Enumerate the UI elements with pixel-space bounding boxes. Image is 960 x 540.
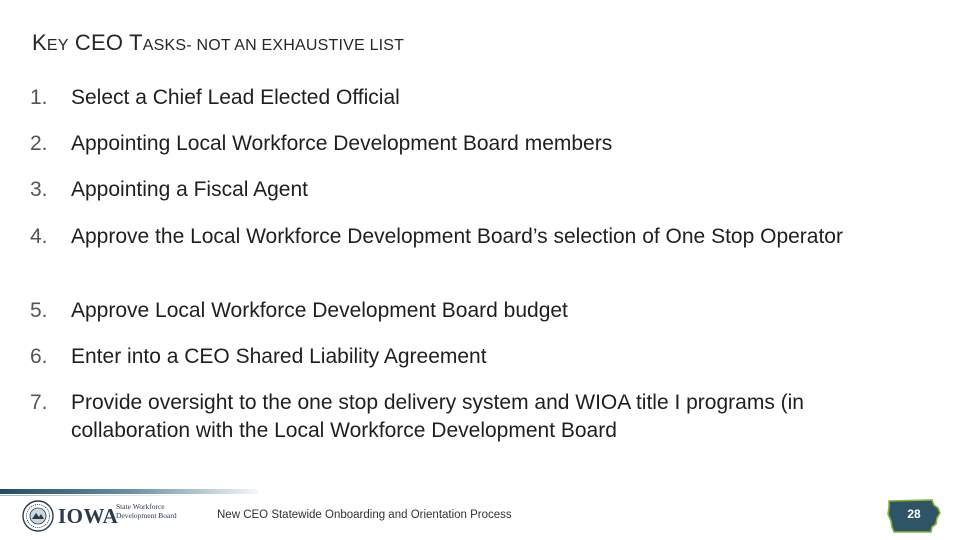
item-text: Provide oversight to the one stop delivery system and WIOA title I programs (in collaboration with the Local Workforce Development Board [71,391,804,442]
list-item [30,297,930,325]
list-item [30,389,930,445]
list-item [30,223,930,251]
item-text: Appointing Local Workforce Development Board members [71,132,613,155]
list-item [30,343,930,371]
footer-caption: New CEO Statewide Onboarding and Orientation Process [217,509,512,521]
item-number: 6. [30,345,48,368]
list-item [30,176,930,204]
title-k: K [32,30,47,55]
item-number: 1. [30,86,48,109]
item-number: 2. [30,132,48,155]
title-rest: ASKS- NOT AN EXHAUSTIVE LIST [142,37,405,54]
footer-accent-rule-thin [0,495,200,496]
title-ey: EY [46,37,69,54]
item-number: 7. [30,391,48,414]
page-number: 28 [907,507,921,521]
item-text: Approve Local Workforce Development Board budget [71,299,568,322]
item-number: 4. [30,225,48,248]
logo-wordmark: IOWA [58,504,119,528]
list-item [30,84,930,112]
slide-title [32,30,404,56]
state-seal-icon [22,500,54,532]
item-text: Select a Chief Lead Elected Official [71,86,400,109]
logo-subtitle: State Workforce Development Board [116,502,177,520]
item-number: 3. [30,178,48,201]
item-text: Enter into a CEO Shared Liability Agreement [71,345,487,368]
footer-accent-rule [0,489,258,494]
item-number: 5. [30,299,48,322]
title-ceo: CEO [68,30,130,55]
list-item [30,130,930,158]
title-t: T [129,30,143,55]
item-text: Appointing a Fiscal Agent [71,178,308,201]
item-text: Approve the Local Workforce Development Board’s selection of One Stop Operator [71,225,843,248]
